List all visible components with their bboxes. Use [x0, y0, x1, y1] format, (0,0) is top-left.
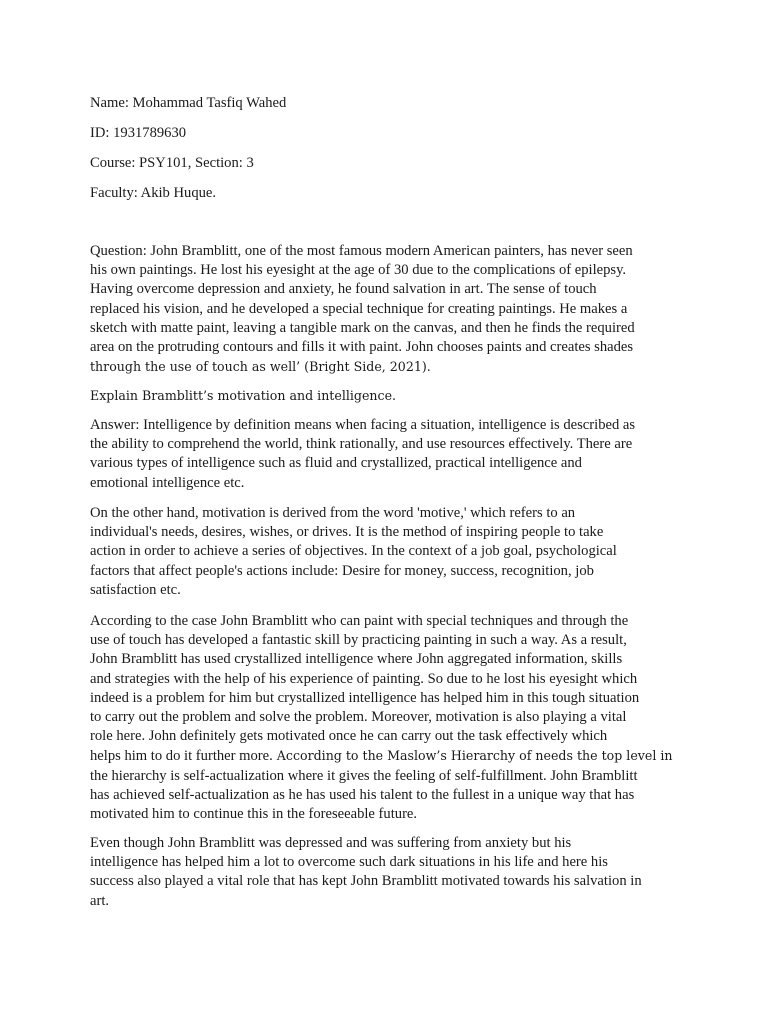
- text-line: to carry out the problem and solve the problem. Moreover, motivation is also playing a vital: [90, 709, 627, 726]
- text-line: replaced his vision, and he developed a special technique for creating paintings. He makes a: [90, 300, 628, 317]
- case-paragraph: [90, 612, 688, 824]
- student-name: Name: Mohammad Tasfiq Wahed: [90, 95, 287, 111]
- text-line: various types of intelligence such as fluid and crystallized, practical intelligence and: [90, 455, 582, 472]
- conclusion-paragraph: [90, 834, 688, 911]
- text-segment: According to the Maslow’s Hierarchy of needs the top level in: [272, 748, 673, 764]
- text-line: has achieved self-actualization as he has used his talent to the fullest in a unique way that has: [90, 786, 635, 803]
- text-line: [90, 746, 688, 766]
- text-line: his own paintings. He lost his eyesight at the age of 30 due to the complications of epilepsy.: [90, 262, 627, 279]
- text-line: area on the protruding contours and fills it with paint. John chooses paints and creates shades: [90, 339, 634, 356]
- course-info: Course: PSY101, Section: 3: [90, 155, 254, 171]
- document-page: [90, 0, 690, 1024]
- text-line: emotional intelligence etc.: [90, 474, 245, 491]
- text-line: motivated him to continue this in the foreseeable future.: [90, 806, 418, 823]
- text-line: Having overcome depression and anxiety, he found salvation in art. The sense of touch: [90, 281, 597, 298]
- question-paragraph: [90, 242, 688, 377]
- text-line: the ability to comprehend the world, think rationally, and use resources effectively. There are: [90, 436, 633, 453]
- text-line: action in order to achieve a series of objectives. In the context of a job goal, psychological: [90, 543, 617, 560]
- text-line: Answer: Intelligence by definition means when facing a situation, intelligence is described as: [90, 417, 636, 433]
- question-prompt: [90, 386, 688, 405]
- text-line: factors that affect people's actions include: Desire for money, success, recognition, job: [90, 562, 594, 579]
- text-line: role here. John definitely gets motivated once he can carry out the task effectively which: [90, 728, 608, 745]
- text-line: intelligence has helped him a lot to overcome such dark situations in his life and here his: [90, 854, 608, 871]
- student-id: ID: 1931789630: [90, 125, 187, 141]
- text-line: the hierarchy is self-actualization where it gives the feeling of self-fulfillment. John Bramblitt: [90, 767, 638, 784]
- text-line: use of touch has developed a fantastic skill by practicing painting in such a way. As a result,: [90, 632, 627, 649]
- text-line: art.: [90, 892, 110, 909]
- motivation-paragraph: [90, 504, 688, 600]
- text-line: According to the case John Bramblitt who can paint with special techniques and through the: [90, 613, 629, 629]
- faculty-info: Faculty: Akib Huque.: [90, 185, 217, 201]
- text-segment: helps him to do it further more.: [90, 748, 273, 765]
- text-line: success also played a vital role that has kept John Bramblitt motivated towards his salvation in: [90, 873, 642, 890]
- text-line: satisfaction etc.: [90, 581, 181, 598]
- text-line: On the other hand, motivation is derived from the word 'motive,' which refers to an: [90, 505, 576, 521]
- text-segment: through the use of touch as well’: [90, 359, 301, 375]
- text-line: Even though John Bramblitt was depressed and was suffering from anxiety but his: [90, 835, 572, 851]
- text-line: [90, 357, 688, 377]
- text-line: individual's needs, desires, wishes, or drives. It is the method of inspiring people to take: [90, 524, 604, 541]
- text-line: and strategies with the help of his experience of painting. So due to he lost his eyesight which: [90, 670, 638, 687]
- answer-paragraph: [90, 416, 688, 493]
- text-line: sketch with matte paint, leaving a tangible mark on the canvas, and then he finds the required: [90, 319, 635, 336]
- text-line: John Bramblitt has used crystallized intelligence where John aggregated information, skills: [90, 651, 623, 668]
- citation: (Bright Side, 2021).: [300, 359, 431, 375]
- text-line: indeed is a problem for him but crystallized intelligence has helped him in this tough situation: [90, 689, 640, 706]
- text-line: Explain Bramblitt’s motivation and intelligence.: [90, 388, 397, 403]
- text-line: Question: John Bramblitt, one of the most famous modern American painters, has never seen: [90, 243, 633, 259]
